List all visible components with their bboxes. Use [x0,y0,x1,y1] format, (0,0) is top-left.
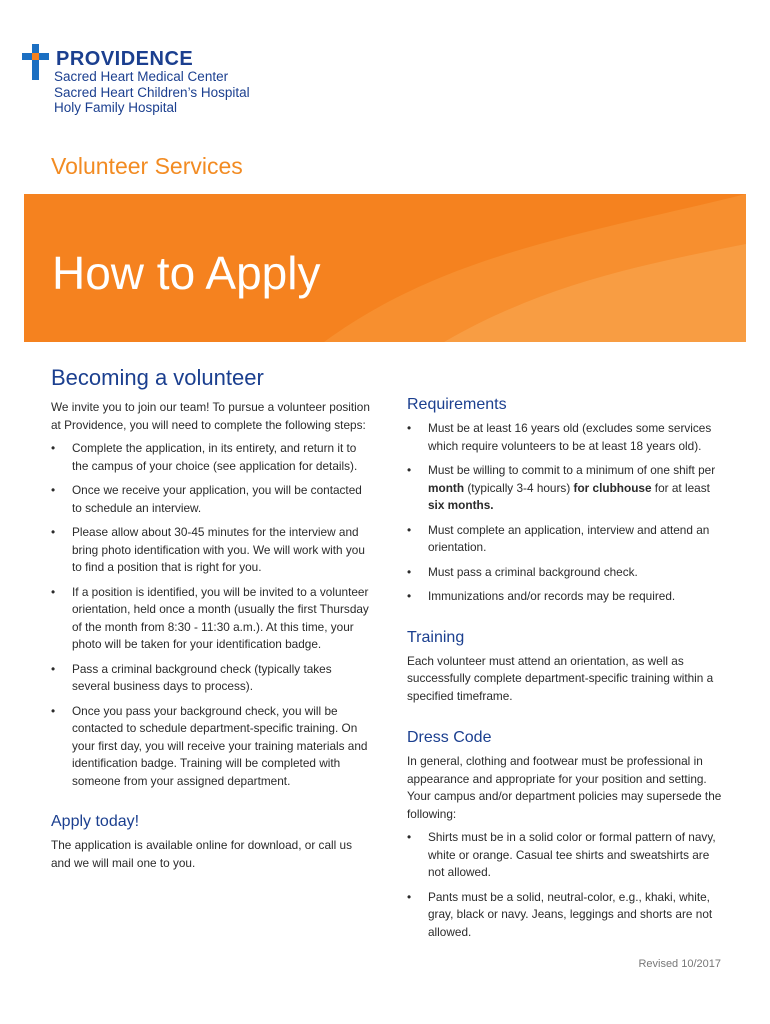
bullet-icon: • [407,522,412,537]
bullet-icon: • [51,483,56,497]
list-item: • Once we receive your application, you will be contacted to schedule an interview. [51,483,362,515]
title-banner [24,194,746,342]
bullet-icon: • [51,525,56,539]
list-item: • Must complete an application, interview and attend an orientation. [407,522,710,554]
list-item: • Pants must be a solid, neutral-color, e.g., khaki, white, gray, black or navy. Jeans, leggings and shorts are not allowed. [407,889,713,939]
training-text: Each volunteer must attend an orientation, as well as successfully complete department-specific training within a specified timeframe. [407,653,714,703]
list-item: • Pass a criminal background check (typically takes several business days to process). [51,661,332,693]
dress-code-heading: Dress Code [407,729,492,746]
facility-name: Holy Family Hospital [54,100,178,115]
bullet-icon: • [407,463,412,477]
list-item: • Must pass a criminal background check. [407,564,725,582]
page-title: How to Apply [52,247,321,299]
bullet-icon: • [407,830,412,844]
cross-icon [22,44,50,80]
list-item: • Once you pass your background check, you will be contacted to schedule department-specific training. On your first day, you will receive your training materials and identification badge. Training will be completed with someone from your assigned department. [51,703,368,788]
becoming-intro: We invite you to join our team! To pursue a volunteer position at Providence, you will need to complete the following steps: [51,400,370,432]
bullet-icon: • [407,421,412,435]
requirements-list [407,420,725,606]
department-title: Volunteer Services [51,153,243,179]
list-item: • Must be at least 16 years old (excludes some services which require volunteers to be at least 18 years old). [407,421,712,453]
bullet-icon: • [407,564,412,579]
list-item: • Shirts must be in a solid color or formal pattern of navy, white or orange. Casual tee shirts and sweatshirts are not allowed. [407,830,716,879]
dress-code-list [407,829,725,941]
steps-list [51,440,371,790]
list-item: • Immunizations and/or records may be required. [407,588,725,606]
bullet-icon: • [51,584,56,599]
list-item: • Must be willing to commit to a minimum of one shift per month (typically 3-4 hours) for clubhouse for at least six months. [407,463,716,512]
list-item: • If a position is identified, you will be invited to a volunteer orientation, held once a month (usually the first Thursday of the month from 8:30 - 11:30 a.m.). At this time, your photo will be taken for your identification badge. [51,584,369,651]
right-column [407,396,725,948]
list-item: • Please allow about 30-45 minutes for the interview and bring photo identification with you. We will work with you to find a position that is right for you. [51,525,365,574]
list-item: • Complete the application, in its entirety, and return it to the campus of your choice (see application for details). [51,441,358,473]
facility-list [54,69,250,116]
bullet-icon: • [51,441,56,455]
training-heading: Training [407,628,465,646]
dress-code-text: In general, clothing and footwear must be professional in appearance and appropriate for your position and setting. Your campus and/or department policies may supersede the following: [407,754,722,821]
bullet-icon: • [407,889,412,904]
apply-text: The application is available online for download, or call us and we will mail one to you. [51,838,352,870]
bullet-icon: • [51,661,56,676]
left-column [51,365,371,872]
facility-name: Sacred Heart Medical Center [54,69,229,84]
revision-date: Revised 10/2017 [638,958,721,970]
bullet-icon: • [407,589,412,603]
requirements-heading: Requirements [407,396,507,413]
bullet-icon: • [51,703,56,718]
becoming-heading: Becoming a volunteer [51,365,264,390]
apply-heading: Apply today! [51,813,140,830]
facility-name: Sacred Heart Children’s Hospital [54,84,250,100]
brand-name: PROVIDENCE [56,48,194,70]
